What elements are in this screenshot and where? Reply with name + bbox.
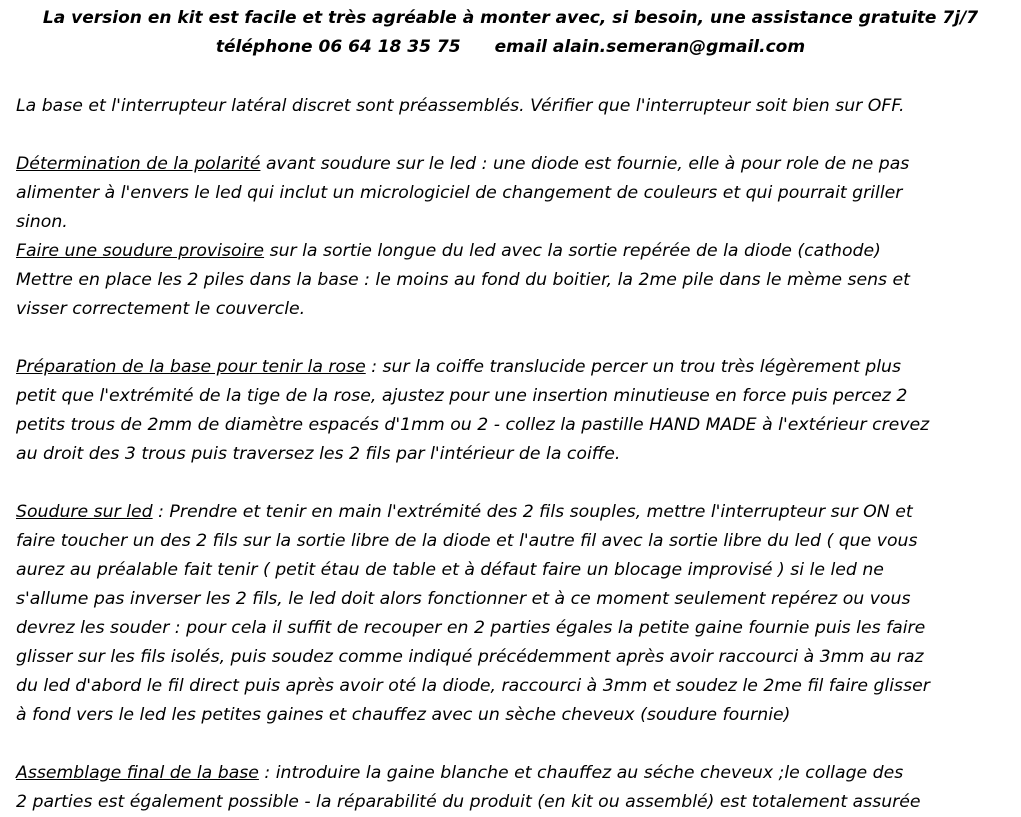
header-email: email alain.semeran@gmail.com xyxy=(494,37,806,57)
document-body xyxy=(16,92,1016,817)
soldering-paragraph xyxy=(16,498,1016,730)
document-header xyxy=(0,0,1021,62)
polarity-text: avant soudure sur le led : une diode est fournie, elle à pour role de ne pas xyxy=(260,154,910,174)
header-contact-line xyxy=(0,33,1021,62)
assembly-heading: Assemblage final de la base xyxy=(16,763,259,783)
preparation-text: : sur la coiffe translucide percer un trou très légèrement plus xyxy=(365,357,901,377)
soldering-line: du led d'abord le fil direct puis après avoir oté la diode, raccourci à 3mm et soudez le 2me fil faire glisser xyxy=(16,676,930,696)
assembly-line: 2 parties est également possible - la réparabilité du produit (en kit ou assemblé) est totalement assurée xyxy=(16,792,921,812)
soldering-line: aurez au préalable fait tenir ( petit étau de table et à défaut faire un blocage improvisé ) si le led ne xyxy=(16,560,884,580)
header-assistance-line: La version en kit est facile et très agréable à monter avec, si besoin, une assistance gratuite 7j/7 xyxy=(42,8,979,28)
provisional-heading: Faire une soudure provisoire xyxy=(16,241,265,261)
intro-line: La base et l'interrupteur latéral discret sont préassemblés. Vérifier que l'interrupteur soit bien sur OFF. xyxy=(16,96,905,116)
header-phone: téléphone 06 64 18 35 75 xyxy=(215,37,461,57)
soldering-text: : Prendre et tenir en main l'extrémité des 2 fils souples, mettre l'interrupteur sur ON et xyxy=(152,502,913,522)
soldering-heading: Soudure sur led xyxy=(16,502,153,522)
assembly-paragraph xyxy=(16,759,1016,817)
preparation-line: petits trous de 2mm de diamètre espacés d'1mm ou 2 - collez la pastille HAND MADE à l'extérieur crevez xyxy=(16,415,930,435)
soldering-line: faire toucher un des 2 fils sur la sortie libre de la diode et l'autre fil avec la sortie libre du led ( que vous xyxy=(16,531,918,551)
polarity-paragraph xyxy=(16,150,1016,237)
provisional-text: sur la sortie longue du led avec la sortie repérée de la diode (cathode) xyxy=(264,241,881,261)
polarity-heading: Détermination de la polarité xyxy=(16,154,261,174)
provisional-paragraph xyxy=(16,237,1016,324)
intro-paragraph xyxy=(16,92,1016,121)
polarity-line: alimenter à l'envers le led qui inclut un micrologiciel de changement de couleurs et qui pourrait griller xyxy=(16,183,903,203)
preparation-paragraph xyxy=(16,353,1016,469)
soldering-line: à fond vers le led les petites gaines et chauffez avec un sèche cheveux (soudure fournie) xyxy=(16,705,791,725)
soldering-line: devrez les souder : pour cela il suffit de recouper en 2 parties égales la petite gaine fournie puis les faire xyxy=(16,618,926,638)
preparation-line: petit que l'extrémité de la tige de la rose, ajustez pour une insertion minutieuse en force puis percez 2 xyxy=(16,386,908,406)
soldering-line: s'allume pas inverser les 2 fils, le led doit alors fonctionner et à ce moment seulement repérez ou vous xyxy=(16,589,911,609)
soldering-line: glisser sur les fils isolés, puis soudez comme indiqué précédemment après avoir raccourci à 3mm au raz xyxy=(16,647,924,667)
assembly-text: : introduire la gaine blanche et chauffez au séche cheveux ;le collage des xyxy=(258,763,904,783)
polarity-line: sinon. xyxy=(16,212,68,232)
provisional-line: Mettre en place les 2 piles dans la base : le moins au fond du boitier, la 2me pile dans le mème sens et xyxy=(16,270,910,290)
provisional-line: visser correctement le couvercle. xyxy=(16,299,306,319)
preparation-line: au droit des 3 trous puis traversez les 2 fils par l'intérieur de la coiffe. xyxy=(16,444,621,464)
preparation-heading: Préparation de la base pour tenir la rose xyxy=(16,357,366,377)
